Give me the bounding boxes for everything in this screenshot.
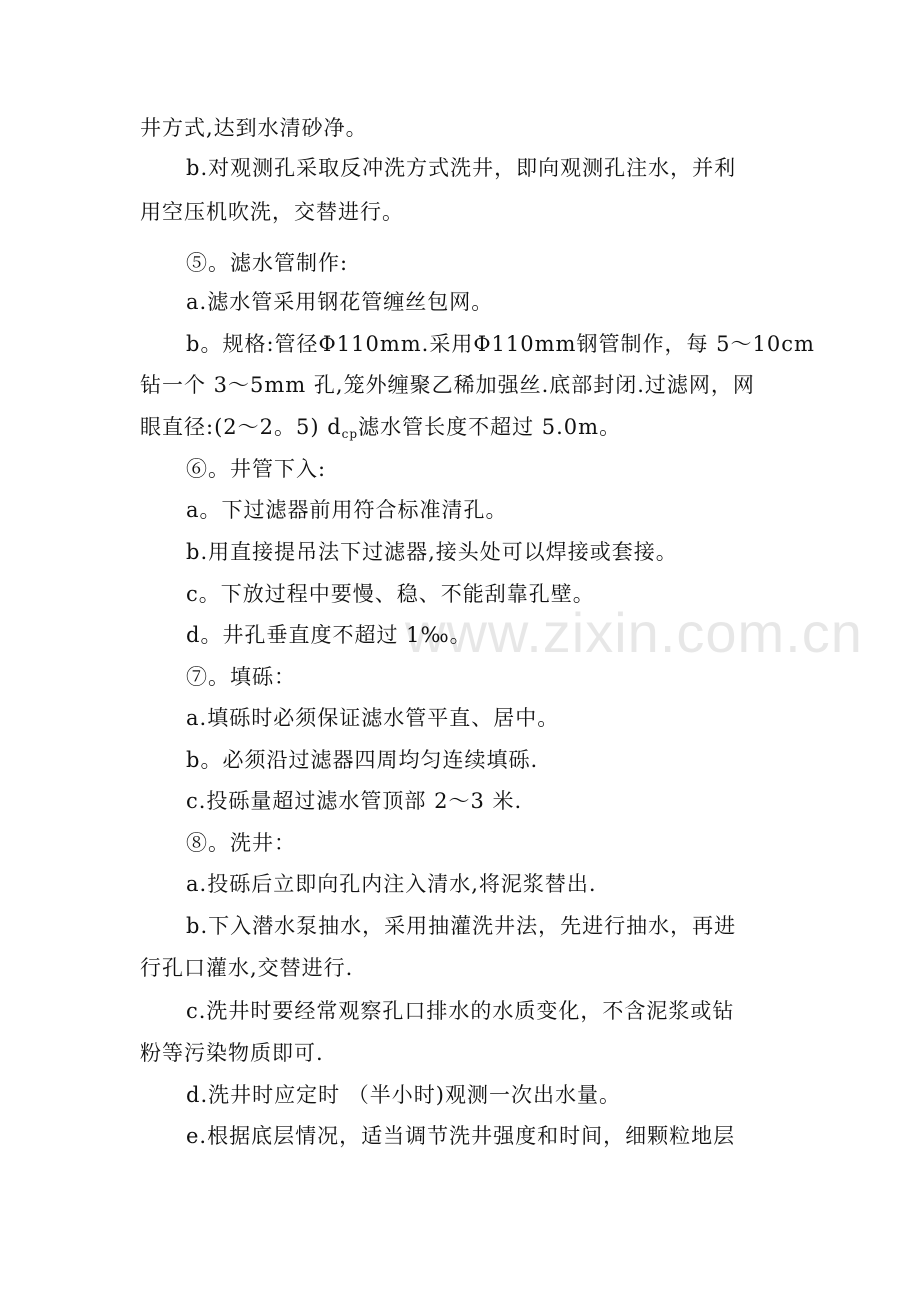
text-line: a。下过滤器前用符合标准清孔。 [186,498,508,522]
text-line: 用空压机吹洗，交替进行。 [140,200,404,224]
section-heading: ⑦。填砾： [186,665,296,689]
text-line: 井方式,达到水清砂净。 [140,116,368,140]
text-line: b.下入潜水泵抽水，采用抽灌洗井法，先进行抽水，再进 [186,914,737,938]
text-line-with-subscript [140,412,621,442]
watermark-text: www.zixin.com.cn [405,601,863,664]
text-line: c.投砾量超过滤水管顶部 2～3 米. [186,789,523,813]
text-segment: 滤水管长度不超过 5.0m。 [358,415,622,439]
text-line: 行孔口灌水,交替进行. [140,956,354,980]
text-line: b.对观测孔采取反冲洗方式洗井，即向观测孔注水，并利 [186,156,737,180]
section-heading: ⑧。洗井： [186,831,296,855]
subscript-text: cp [341,427,359,441]
text-line: b。必须沿过滤器四周均匀连续填砾. [186,748,539,772]
text-line: c.洗井时要经常观察孔口排水的水质变化，不含泥浆或钻 [186,999,735,1023]
text-line: b.用直接提吊法下过滤器,接头处可以焊接或套接。 [186,540,678,564]
text-line: d.洗井时应定时 （半小时)观测一次出水量。 [186,1083,621,1107]
section-heading: ⑤。滤水管制作: [186,251,349,275]
text-line: 粉等污染物质即可. [140,1041,324,1065]
text-segment: 眼直径:(2～2。5) d [140,415,342,439]
text-line: c。下放过程中要慢、稳、不能刮靠孔壁。 [186,582,595,606]
text-line: a.滤水管采用钢花管缠丝包网。 [186,290,494,314]
text-line: b。规格:管径Φ110mm.采用Φ110mm钢管制作，每 5～10cm [186,332,815,356]
text-line: a.投砾后立即向孔内注入清水,将泥浆替出. [186,872,597,896]
section-heading: ⑥。井管下入: [186,457,327,481]
text-line: d。井孔垂直度不超过 1‰。 [186,623,472,647]
text-line: 钻一个 3～5mm 孔,笼外缠聚乙稀加强丝.底部封闭.过滤网，网 [140,373,755,397]
text-line: e.根据底层情况，适当调节洗井强度和时间，细颗粒地层 [186,1124,736,1148]
text-line: a.填砾时必须保证滤水管平直、居中。 [186,706,560,730]
